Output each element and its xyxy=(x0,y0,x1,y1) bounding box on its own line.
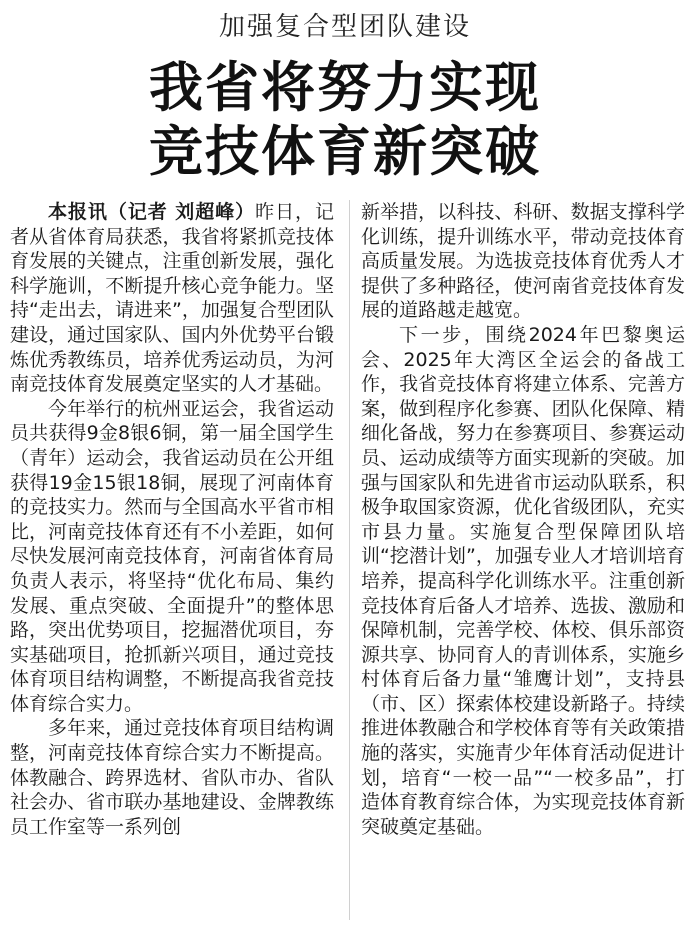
column-divider xyxy=(349,200,350,920)
byline-tag: 本报讯（记者 刘超峰） xyxy=(48,201,256,223)
paragraph: 今年举行的杭州亚运会，我省运动员共获得9金8银6铜，第一届全国学生（青年）运动会，我省运动员在公开组获得19金15银18铜，展现了河南体育的竞技实力。然而与全国高水平省市相比，河南竞技体育还有不小差距，如何尽快发展河南竞技体育，河南省体育局负责人表示，将坚持“优化布局、集约发展、重点突破、全面提升”的整体思路，突出优势项目，挖掘潜优项目，夯实基础项目，抢抓新兴项目，通过竞技体育项目结构调整，不断提高我省竞技体育综合实力。 xyxy=(10,397,334,715)
paragraph: 多年来，通过竞技体育项目结构调整，河南竞技体育综合实力不断提高。体教融合、跨界选材、省队市办、省队社会办、省市联办基地建设、金牌教练员工作室等一系列创 xyxy=(10,717,334,838)
article-column-left xyxy=(10,200,334,839)
article-column-right xyxy=(361,200,685,839)
headline-line-1: 我省将努力实现 xyxy=(149,56,541,119)
kicker-title: 加强复合型团队建设 xyxy=(218,12,471,42)
headline-line-2: 竞技体育新突破 xyxy=(149,120,541,183)
lead-paragraph xyxy=(10,200,334,397)
paragraph-text: 昨日，记者从省体育局获悉，我省将紧抓竞技体育发展的关键点，注重创新发展，强化科学施训，不断提升核心竞争能力。坚持“走出去，请进来”，加强复合型团队建设，通过国家队、国内外优势平台锻炼优秀教练员，培养优秀运动员，为河南竞技体育发展奠定坚实的人才基础。 xyxy=(10,201,334,396)
paragraph: 下一步，围绕2024年巴黎奥运会、2025年大湾区全运会的备战工作，我省竞技体育将建立体系、完善方案，做到程序化参赛、团队化保障、精细化备战，努力在参赛项目、参赛运动员、运动成绩等方面实现新的突破。加强与国家队和先进省市运动队联系，积极争取国家资源，优化省级团队，充实市县力量。实施复合型保障团队培训“挖潜计划”，加强专业人才培训培育培养，提高科学化训练水平。注重创新竞技体育后备人才培养、选拔、激励和保障机制，完善学校、体校、俱乐部资源共享、协同育人的青训体系，实施乡村体育后备力量“雏鹰计划”，支持县（市、区）探索体校建设新路子。持续推进体教融合和学校体育等有关政策措施的落实，实施青少年体育活动促进计划，培育“一校一品”“一校多品”，打造体育教育综合体，为实现竞技体育新突破奠定基础。 xyxy=(361,323,685,838)
paragraph-continued: 新举措，以科技、科研、数据支撑科学化训练，提升训练水平，带动竞技体育高质量发展。为选拔竞技体育优秀人才提供了多种路径，使河南省竞技体育发展的道路越走越宽。 xyxy=(361,201,685,322)
